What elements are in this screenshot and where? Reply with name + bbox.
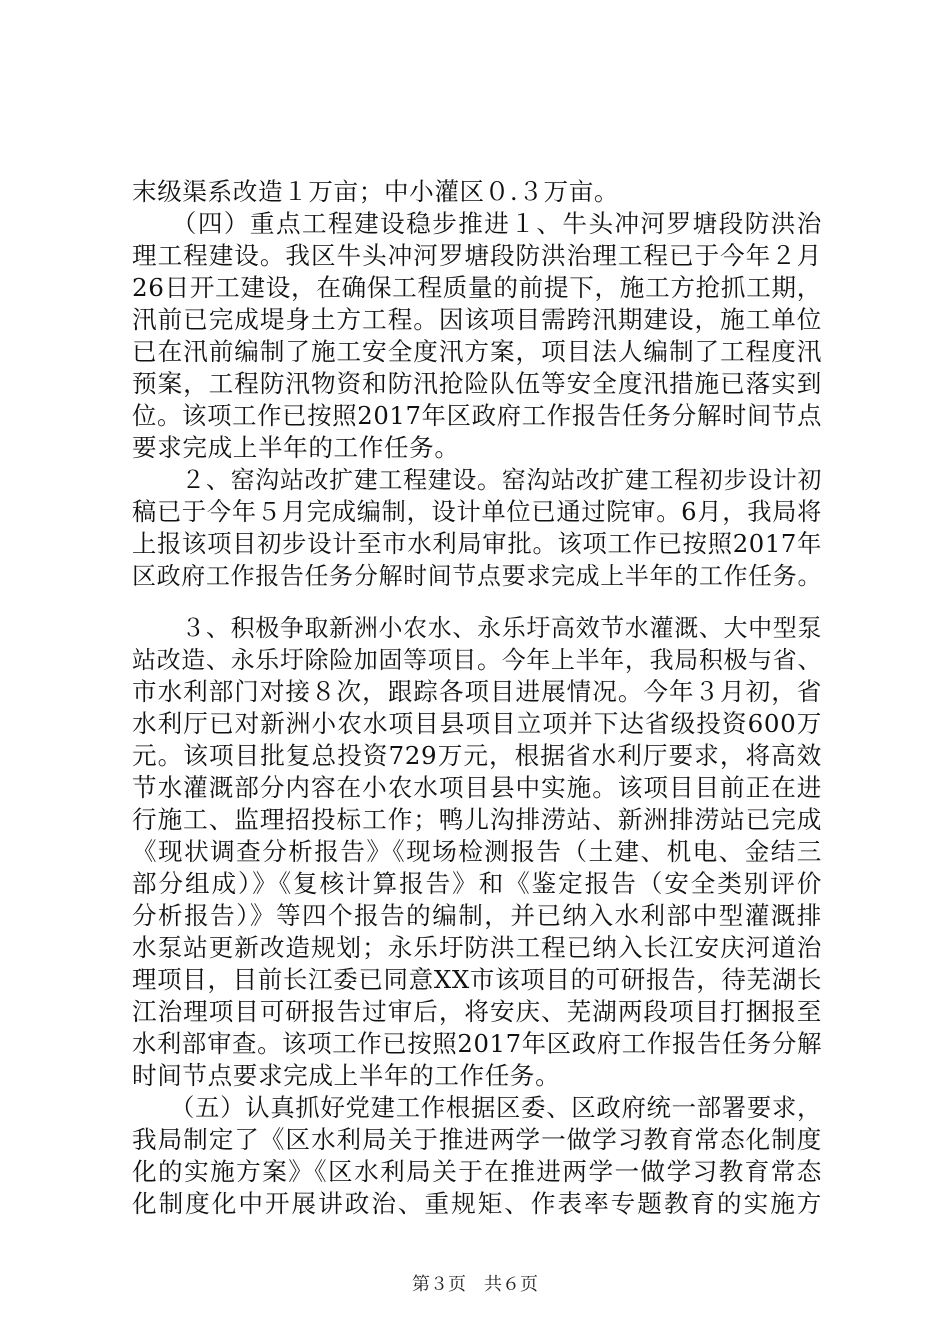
text-line: 部分组成）》《复核计算报告》和《鉴定报告（安全类别评价 <box>132 869 822 898</box>
text-line: 上报该项目初步设计至市水利局审批。该项工作已按照2017年 <box>132 529 822 558</box>
text-line: （四）重点工程建设稳步推进１、牛头冲河罗塘段防洪治 <box>132 209 822 238</box>
text-line: 水泵站更新改造规划；永乐圩防洪工程已纳入长江安庆河道治 <box>132 933 822 962</box>
text-line: 江治理项目可研报告过审后，将安庆、芜湖两段项目打捆报至 <box>132 997 822 1026</box>
text-line: 元。该项目批复总投资729万元，根据省水利厅要求，将高效 <box>132 741 822 770</box>
text-line: 区政府工作报告任务分解时间节点要求完成上半年的工作任务。 <box>132 562 822 590</box>
text-line: 理工程建设。我区牛头冲河罗塘段防洪治理工程已于今年２月 <box>132 241 822 270</box>
text-line: 化制度化中开展讲政治、重规矩、作表率专题教育的实施方 <box>132 1189 822 1218</box>
text-line: ２、窑沟站改扩建工程建设。窑沟站改扩建工程初步设计初 <box>132 466 822 494</box>
paragraph-key-projects <box>132 208 822 464</box>
page-number-footer: 第３页 共６页 <box>412 1274 538 1295</box>
text-line: （五）认真抓好党建工作根据区委、区政府统一部署要求， <box>132 1093 822 1122</box>
text-line: 行施工、监理招投标工作；鸭儿沟排涝站、新洲排涝站已完成 <box>132 805 822 834</box>
text-line: 《现状调查分析报告》《现场检测报告（土建、机电、金结三 <box>132 837 822 866</box>
text-line: 化的实施方案》《区水利局关于在推进两学一做学习教育常态 <box>132 1157 822 1186</box>
text-line: 已在汛前编制了施工安全度汛方案，项目法人编制了工程度汛 <box>132 337 822 366</box>
text-line: 末级渠系改造１万亩；中小灌区０.３万亩。 <box>132 177 620 206</box>
text-line: 站改造、永乐圩除险加固等项目。今年上半年，我局积极与省、 <box>132 646 822 674</box>
text-line: 我局制定了《区水利局关于推进两学一做学习教育常态化制度 <box>132 1125 822 1154</box>
paragraph-party-building <box>132 1092 822 1220</box>
text-line: 26日开工建设，在确保工程质量的前提下，施工方抢抓工期， <box>132 273 822 302</box>
paragraph-yaogou-station <box>132 464 822 592</box>
text-line: 预案，工程防汛物资和防汛抢险队伍等安全度汛措施已落实到 <box>132 369 822 398</box>
text-line: 时间节点要求完成上半年的工作任务。 <box>132 1061 561 1090</box>
paragraph-canal-renovation <box>132 176 822 208</box>
text-line: 汛前已完成堤身土方工程。因该项目需跨汛期建设，施工单位 <box>132 305 822 334</box>
paragraph-xinzhou-projects <box>132 612 822 1092</box>
text-line: 节水灌溉部分内容在小农水项目县中实施。该项目目前正在进 <box>132 773 822 802</box>
text-line: ３、积极争取新洲小农水、永乐圩高效节水灌溉、大中型泵 <box>132 614 822 642</box>
text-line: 市水利部门对接８次，跟踪各项目进展情况。今年３月初，省 <box>132 677 822 706</box>
text-line: 分析报告）》等四个报告的编制，并已纳入水利部中型灌溉排 <box>132 901 822 930</box>
text-line: 要求完成上半年的工作任务。 <box>132 433 460 462</box>
text-line: 稿已于今年５月完成编制，设计单位已通过院审。6月，我局将 <box>132 497 822 526</box>
text-line: 理项目，目前长江委已同意XX市该项目的可研报告，待芜湖长 <box>132 965 822 994</box>
text-line: 水利部审查。该项工作已按照2017年区政府工作报告任务分解 <box>132 1029 822 1058</box>
text-line: 水利厅已对新洲小农水项目县项目立项并下达省级投资600万 <box>132 709 822 738</box>
text-line: 位。该项工作已按照2017年区政府工作报告任务分解时间节点 <box>132 401 822 430</box>
